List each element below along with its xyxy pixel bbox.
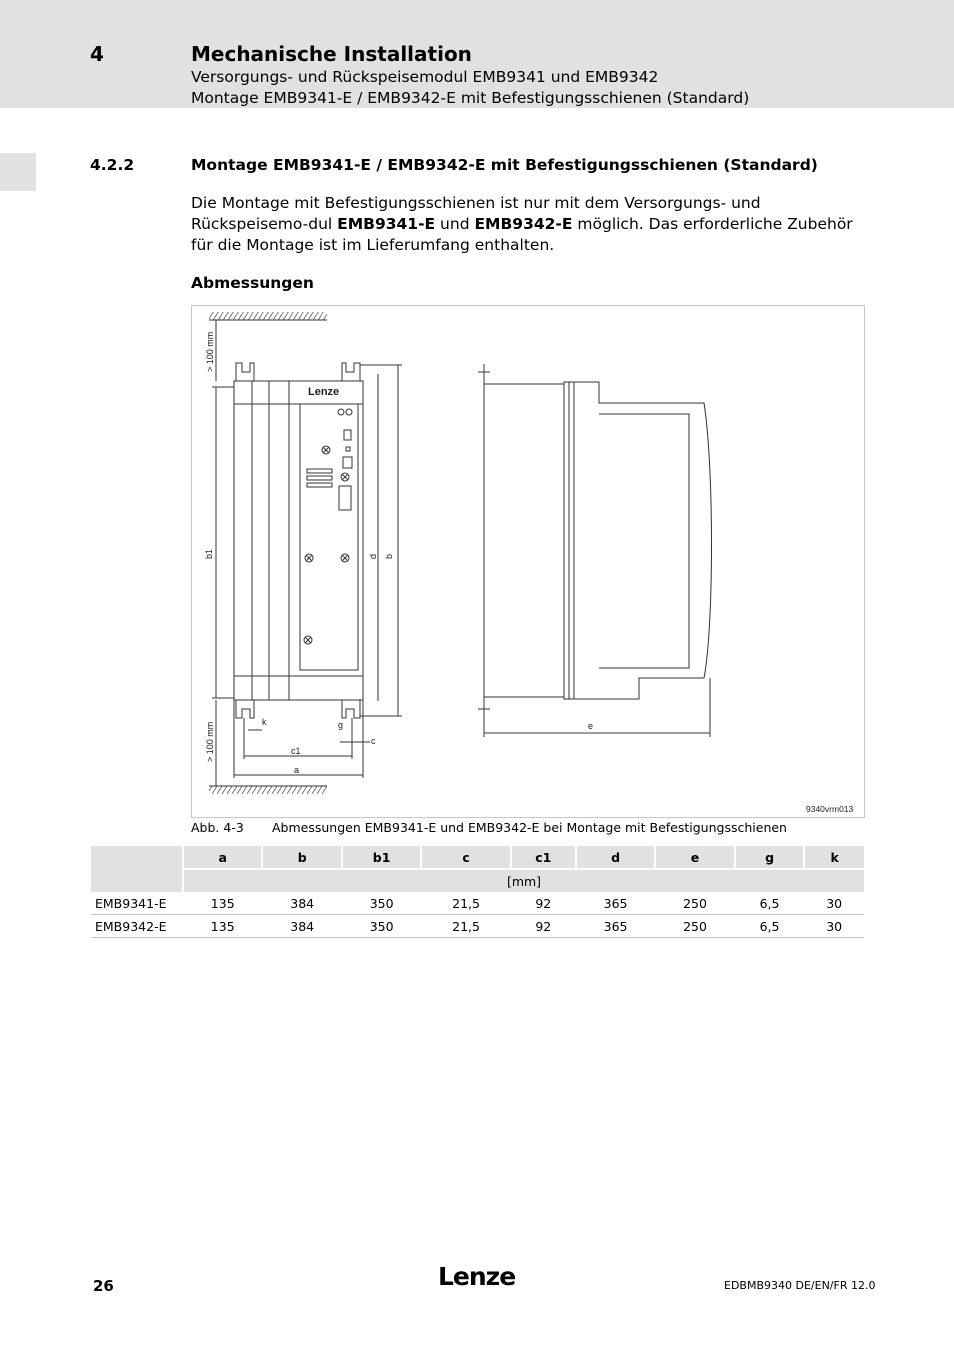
lenze-logo: Lenze: [438, 1262, 516, 1291]
dim-label-b1: b1: [204, 548, 214, 559]
table-header-cell: c: [421, 846, 510, 869]
table-cell: 135: [183, 915, 262, 938]
table-row-name: EMB9341-E: [91, 892, 183, 915]
intro-paragraph: Die Montage mit Befestigungsschienen ist nur mit dem Versorgungs- und Rückspeisemo-dul EMB9341-E und EMB9342-E möglich. Das erforderliche Zubehör für die Montage ist im Lieferumfang enthalten.: [191, 194, 853, 254]
table-header-cell: b1: [342, 846, 421, 869]
top-wall-hatch: [209, 312, 327, 320]
table-cell: 250: [655, 915, 734, 938]
dim-label-d: d: [368, 553, 378, 559]
table-corner-cell: [91, 846, 183, 892]
section-title: Montage EMB9341-E / EMB9342-E mit Befestigungsschienen (Standard): [191, 156, 818, 174]
side-rear-block: [484, 384, 564, 697]
chapter-number: 4: [90, 42, 104, 66]
bottom-wall-hatch: [209, 786, 327, 794]
figure-number: Abb. 4-3: [191, 820, 244, 835]
dim-label-e: e: [588, 721, 594, 731]
table-cell: 21,5: [421, 915, 510, 938]
dim-label-c: c: [371, 736, 376, 746]
dimensions-table: [91, 846, 864, 938]
table-row: [91, 915, 864, 938]
chapter-title: Mechanische Installation: [191, 42, 472, 66]
dim-label-k: k: [262, 717, 267, 727]
dim-label-c1: c1: [291, 746, 301, 756]
front-housing: [234, 381, 363, 700]
dim-label-b: b: [384, 553, 394, 559]
table-header-cell: g: [735, 846, 805, 869]
dimension-drawing: [191, 305, 865, 818]
table-cell: 250: [655, 892, 734, 915]
figure-code: 9340vrm013: [806, 804, 854, 814]
section-number: 4.2.2: [90, 156, 135, 174]
table-unit-cell: [mm]: [183, 869, 864, 892]
table-cell: 30: [804, 915, 864, 938]
table-cell: 350: [342, 892, 421, 915]
table-header-cell: e: [655, 846, 734, 869]
table-cell: 365: [576, 915, 655, 938]
table-cell: 6,5: [735, 915, 805, 938]
header-subtitle-2: Montage EMB9341-E / EMB9342-E mit Befestigungsschienen (Standard): [191, 89, 750, 107]
table-header-cell: b: [262, 846, 341, 869]
table-header-cell: c1: [511, 846, 576, 869]
table-row-name: EMB9342-E: [91, 915, 183, 938]
device-brand-label: Lenze: [308, 386, 340, 398]
table-cell: 6,5: [735, 892, 805, 915]
chapter-side-tab: [0, 153, 36, 191]
figure-caption: Abmessungen EMB9341-E und EMB9342-E bei Montage mit Befestigungsschienen: [272, 820, 787, 835]
clearance-bottom-label: > 100 mm: [205, 721, 215, 762]
top-rail-left: [236, 363, 254, 381]
dimension-drawing-svg: [192, 306, 864, 817]
front-panel: [300, 404, 358, 670]
table-cell: 30: [804, 892, 864, 915]
dim-label-a: a: [294, 765, 300, 775]
header-subtitle-1: Versorgungs- und Rückspeisemodul EMB9341 und EMB9342: [191, 68, 659, 86]
document-id: EDBMB9340 DE/EN/FR 12.0: [724, 1279, 876, 1292]
table-cell: 92: [511, 915, 576, 938]
top-rail-right: [342, 363, 360, 381]
clearance-top-label: > 100 mm: [205, 331, 215, 372]
subheading-dimensions: Abmessungen: [191, 274, 314, 292]
table-header-cell: k: [804, 846, 864, 869]
table-cell: 350: [342, 915, 421, 938]
table-cell: 365: [576, 892, 655, 915]
table-cell: 92: [511, 892, 576, 915]
table-cell: 384: [262, 892, 341, 915]
table-header-cell: d: [576, 846, 655, 869]
table-header-cell: a: [183, 846, 262, 869]
bottom-rail-right: [342, 700, 360, 718]
table-cell: 384: [262, 915, 341, 938]
dim-label-g: g: [338, 720, 344, 730]
table-header-row: [91, 846, 864, 869]
bottom-rail-left: [236, 700, 254, 718]
table-unit-row: [91, 869, 864, 892]
side-front-profile: [574, 382, 712, 699]
table-row: [91, 892, 864, 915]
table-cell: 21,5: [421, 892, 510, 915]
page-number: 26: [93, 1277, 114, 1295]
table-cell: 135: [183, 892, 262, 915]
